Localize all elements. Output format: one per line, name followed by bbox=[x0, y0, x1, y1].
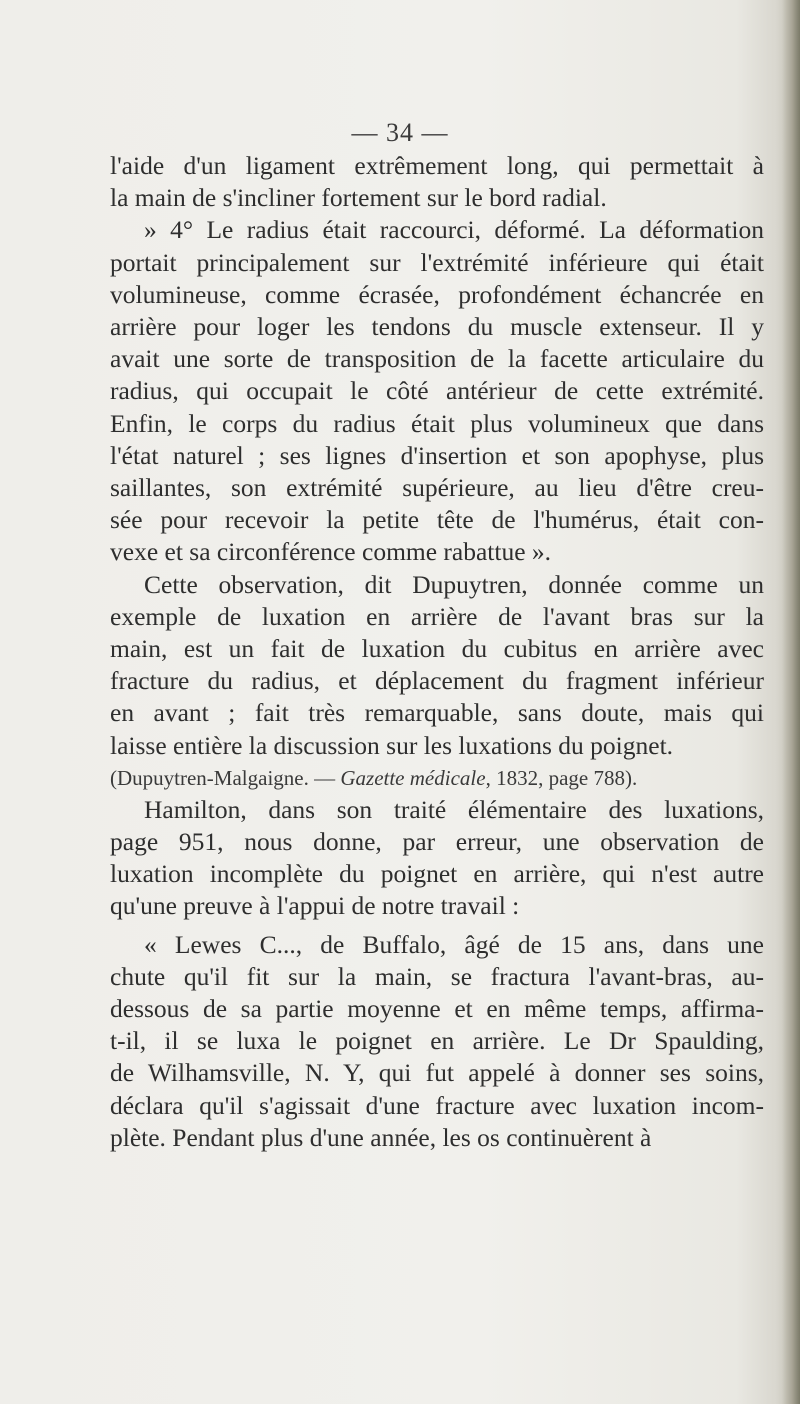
text-line: main, est un fait de luxation du cubitus en arrière avec bbox=[110, 634, 764, 664]
citation-suffix: , 1832, page 788). bbox=[485, 765, 638, 790]
text-line: Hamilton, dans son traité élémentaire des luxations, bbox=[144, 794, 764, 824]
paragraph-2 bbox=[110, 214, 764, 568]
page-edge-shadow bbox=[782, 0, 800, 1404]
body-text bbox=[110, 150, 764, 1154]
text-line: portait principalement sur l'extrémité inférieure qui était bbox=[110, 247, 764, 277]
text-line: laisse entière la discussion sur les luxations du poignet. bbox=[110, 730, 674, 760]
text-line: arrière pour loger les tendons du muscle extenseur. Il y bbox=[110, 312, 764, 342]
text-line: la main de s'incliner fortement sur le bord radial. bbox=[110, 183, 607, 213]
citation-prefix: (Dupuytren-Malgaigne. — bbox=[110, 765, 341, 790]
page-number: — 34 — bbox=[351, 118, 449, 147]
text-line: volumineuse, comme écrasée, profondément échancrée en bbox=[110, 279, 764, 309]
text-line: radius, qui occupait le côté antérieur de cette extrémité. bbox=[110, 376, 764, 406]
text-line: fracture du radius, et déplacement du fragment inférieur bbox=[110, 666, 764, 696]
text-line: luxation incomplète du poignet en arrière, qui n'est autre bbox=[110, 859, 764, 889]
text-line: chute qu'il fit sur la main, se fractura l'avant-bras, au- bbox=[110, 961, 764, 991]
text-line: avait une sorte de transposition de la facette articulaire du bbox=[110, 344, 764, 374]
text-line: page 951, nous donne, par erreur, une observation de bbox=[110, 827, 764, 857]
text-line: » 4° Le radius était raccourci, déformé. La déformation bbox=[144, 215, 764, 245]
text-line: dessous de sa partie moyenne et en même temps, affirma- bbox=[110, 994, 764, 1024]
paragraph-3 bbox=[110, 569, 764, 762]
paragraph-4 bbox=[110, 794, 764, 923]
text-line: exemple de luxation en arrière de l'avant bras sur la bbox=[110, 601, 764, 631]
text-line: « Lewes C..., de Buffalo, âgé de 15 ans, dans une bbox=[144, 929, 764, 959]
text-line: l'aide d'un ligament extrêmement long, qui permettait à bbox=[110, 151, 764, 180]
text-line: Cette observation, dit Dupuytren, donnée comme un bbox=[144, 569, 764, 599]
text-line: saillantes, son extrémité supérieure, au lieu d'être creu- bbox=[110, 473, 764, 503]
text-line: l'état naturel ; ses lignes d'insertion et son apophyse, plus bbox=[110, 440, 764, 470]
text-line: t-il, il se luxa le poignet en arrière. Le Dr Spaulding, bbox=[110, 1026, 764, 1056]
text-line: plète. Pendant plus d'une année, les os continuèrent à bbox=[110, 1122, 652, 1152]
citation-journal: Gazette médicale bbox=[340, 765, 486, 790]
text-line: en avant ; fait très remarquable, sans doute, mais qui bbox=[110, 698, 764, 728]
text-line: sée pour recevoir la petite tête de l'humérus, était con- bbox=[110, 505, 764, 535]
text-line: vexe et sa circonférence comme rabattue ». bbox=[110, 537, 552, 567]
paragraph-5 bbox=[110, 929, 764, 1154]
text-line: Enfin, le corps du radius était plus volumineux que dans bbox=[110, 408, 764, 438]
citation bbox=[110, 762, 764, 794]
text-line: qu'une preuve à l'appui de notre travail : bbox=[110, 891, 520, 921]
text-line: déclara qu'il s'agissait d'une fracture avec luxation incom- bbox=[110, 1090, 764, 1120]
text-line: de Wilhamsville, N. Y, qui fut appelé à donner ses soins, bbox=[110, 1058, 764, 1088]
paragraph-1 bbox=[110, 150, 764, 214]
